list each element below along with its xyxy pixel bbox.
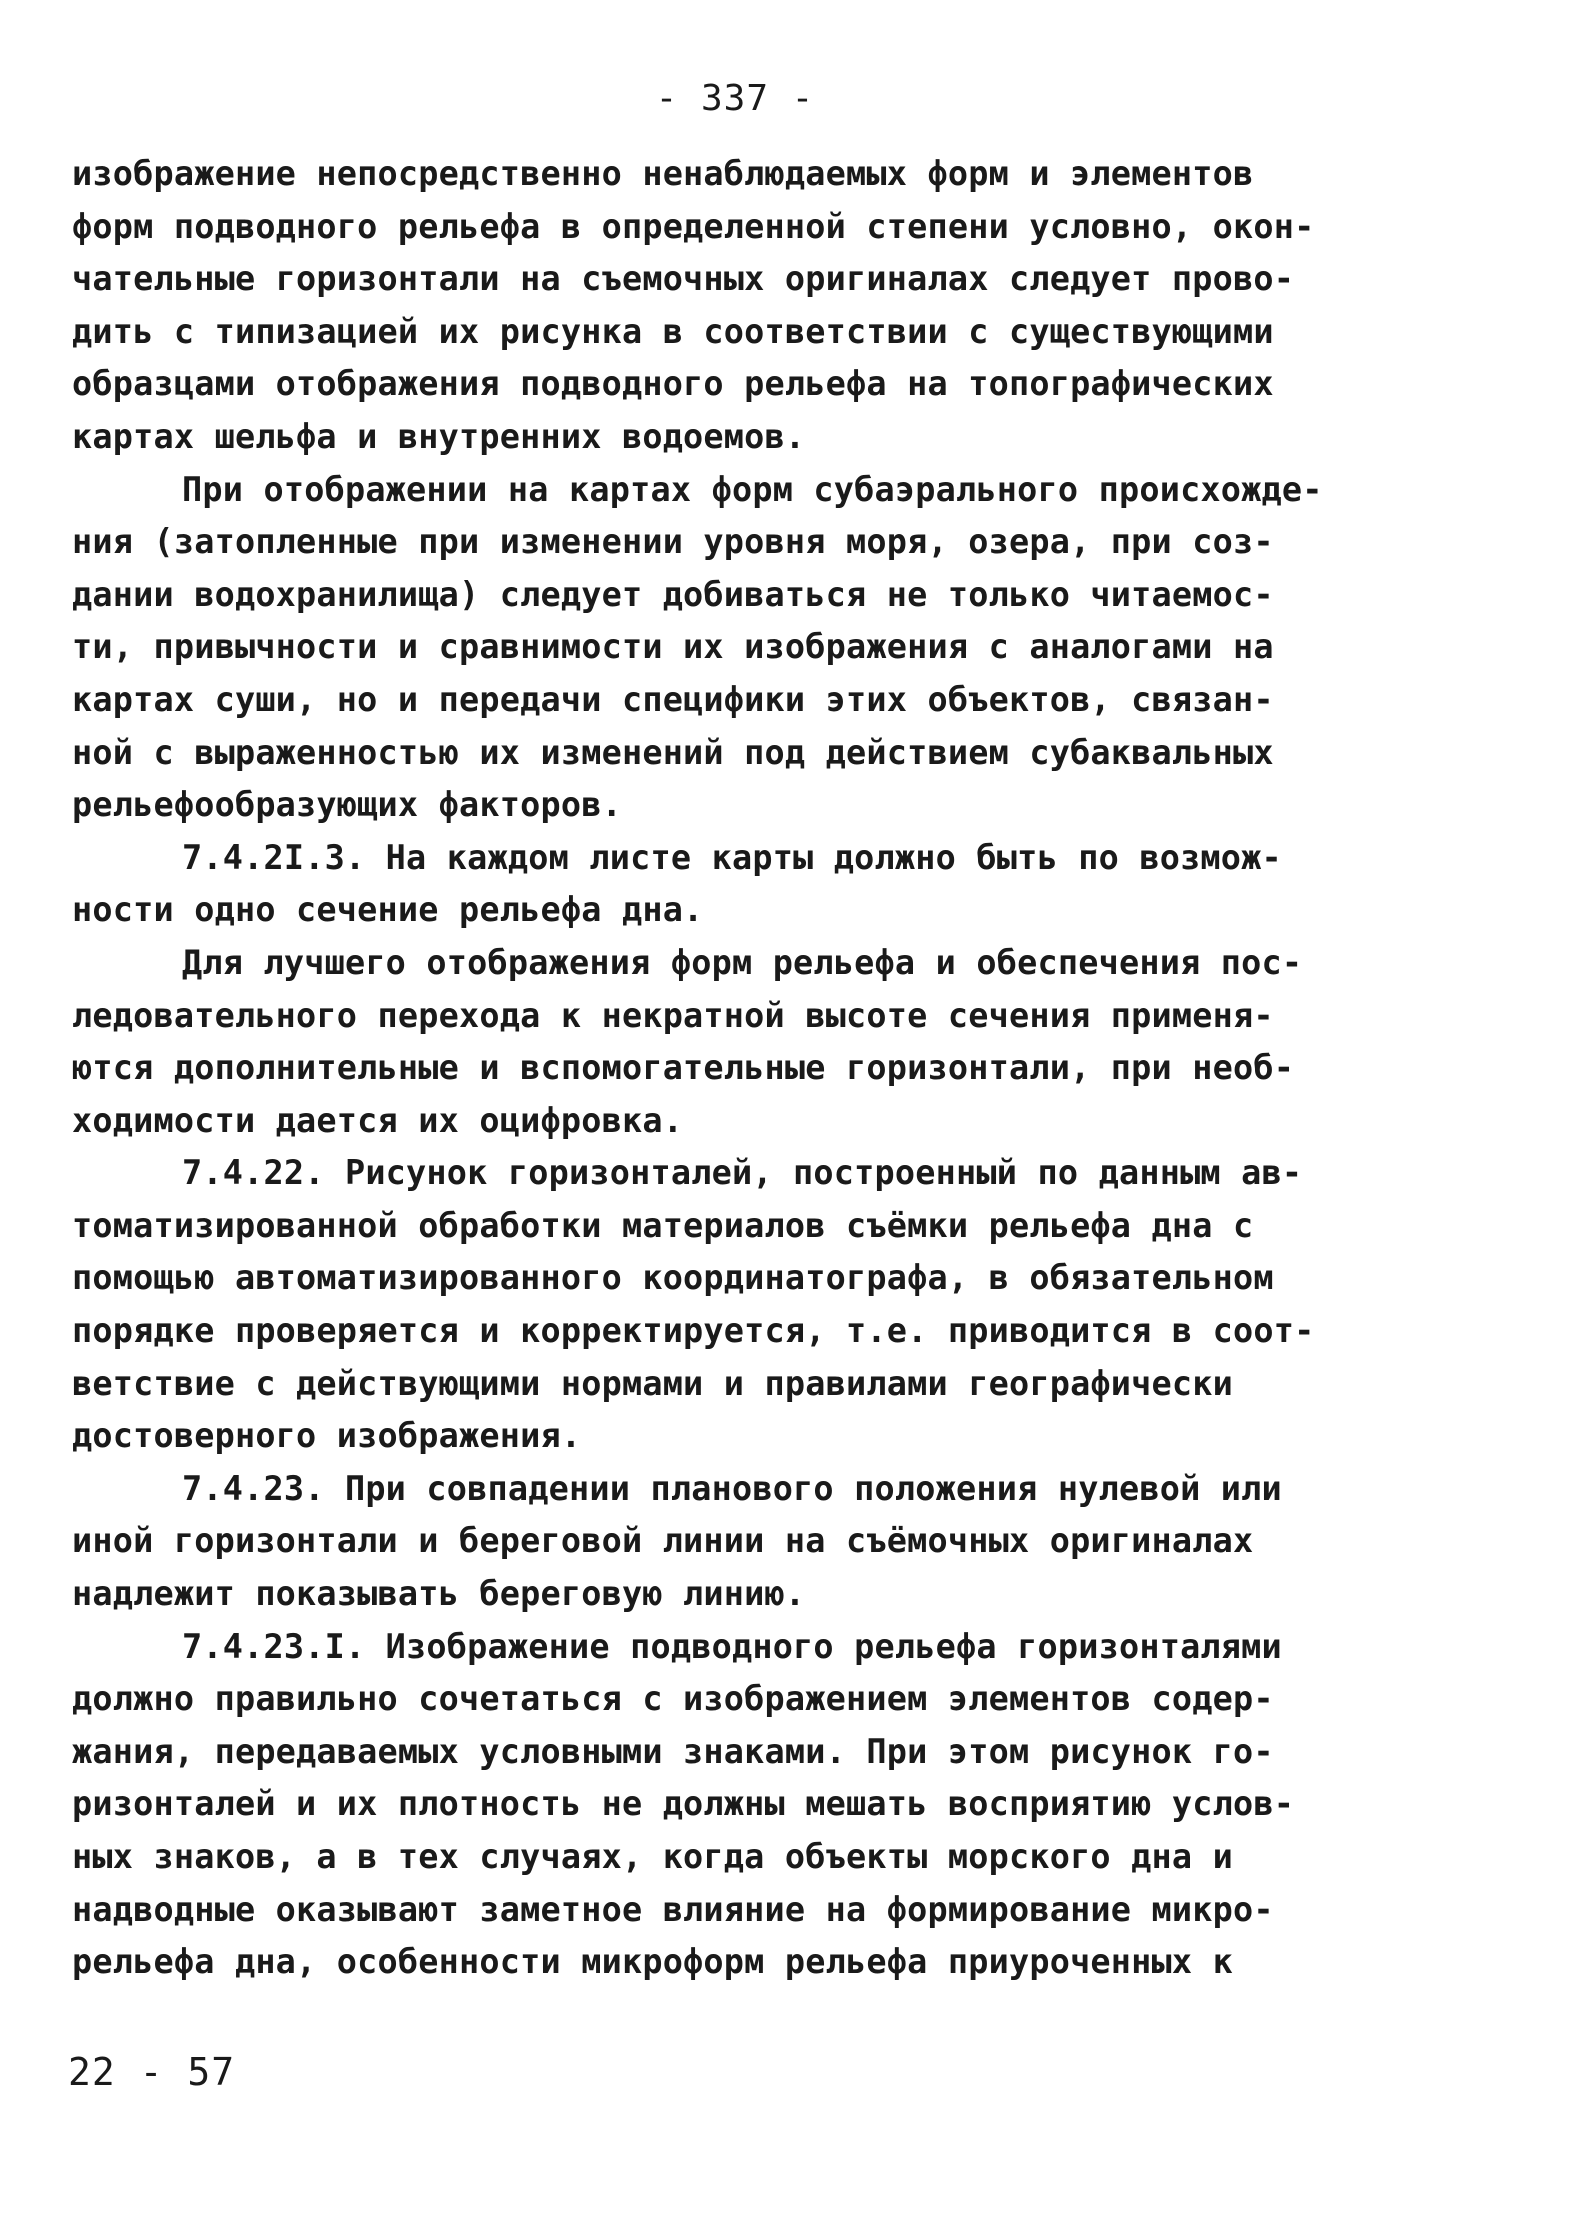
section-heading-line: 7.4.22. Рисунок горизонталей, построенный по данным ав- xyxy=(182,1153,1303,1193)
text-line: ной с выраженностью их изменений под действием субаквальных xyxy=(72,732,1274,772)
paragraph-start-line: Для лучшего отображения форм рельефа и обеспечения пос- xyxy=(182,942,1303,982)
text-line: достоверного изображения. xyxy=(72,1416,582,1456)
paragraph-start-line: При отображении на картах форм субаэрального происхожде- xyxy=(182,469,1323,509)
sheet-signature: 22 - 57 xyxy=(68,2050,236,2094)
text-line: ности одно сечение рельефа дна. xyxy=(72,890,704,930)
text-line: жания, передаваемых условными знаками. При этом рисунок го- xyxy=(72,1731,1274,1771)
text-line: рельефа дна, особенности микроформ рельефа приуроченных к xyxy=(72,1942,1234,1982)
page-number: - 337 - xyxy=(655,78,815,119)
text-line: ходимости дается их оцифровка. xyxy=(72,1100,684,1140)
text-line: ледовательного перехода к некратной высоте сечения применя- xyxy=(72,995,1274,1035)
text-line: изображение непосредственно ненаблюдаемых форм и элементов xyxy=(72,154,1254,193)
text-line: ризонталей и их плотность не должны мешать восприятию услов- xyxy=(72,1784,1295,1824)
text-line: ния (затопленные при изменении уровня моря, озера, при соз- xyxy=(72,522,1274,562)
text-line: дании водохранилища) следует добиваться не только читаемос- xyxy=(72,574,1274,614)
text-line: образцами отображения подводного рельефа на топографических xyxy=(72,364,1274,404)
text-line: помощью автоматизированного координатографа, в обязательном xyxy=(72,1258,1274,1298)
text-line: ются дополнительные и вспомогательные горизонтали, при необ- xyxy=(72,1048,1295,1088)
text-line: надлежит показывать береговую линию. xyxy=(72,1574,806,1614)
text-line: картах суши, но и передачи специфики этих объектов, связан- xyxy=(72,679,1274,719)
text-line: должно правильно сочетаться с изображением элементов содер- xyxy=(72,1679,1274,1719)
body-text xyxy=(72,148,1392,1989)
text-line: дить с типизацией их рисунка в соответствии с существующими xyxy=(72,311,1274,351)
text-line: томатизированной обработки материалов съёмки рельефа дна с xyxy=(72,1205,1254,1245)
text-line: чательные горизонтали на съемочных оригиналах следует прово- xyxy=(72,259,1295,299)
text-line: надводные оказывают заметное влияние на формирование микро- xyxy=(72,1889,1274,1929)
text-line: ных знаков, а в тех случаях, когда объекты морского дна и xyxy=(72,1837,1234,1876)
text-line: рельефообразующих факторов. xyxy=(72,785,622,825)
text-line: иной горизонтали и береговой линии на съёмочных оригиналах xyxy=(72,1521,1254,1561)
text-line: ти, привычности и сравнимости их изображения с аналогами на xyxy=(72,627,1274,667)
text-line: порядке проверяется и корректируется, т.е. приводится в соот- xyxy=(72,1311,1315,1351)
section-heading-line: 7.4.23.I. Изображение подводного рельефа горизонталями xyxy=(182,1626,1282,1666)
text-line: ветствие с действующими нормами и правилами географически xyxy=(72,1363,1234,1403)
text-line: картах шельфа и внутренних водоемов. xyxy=(72,416,806,456)
section-heading-line: 7.4.23. При совпадении планового положения нулевой или xyxy=(182,1468,1282,1508)
section-heading-line: 7.4.2I.3. На каждом листе карты должно быть по возмож- xyxy=(182,837,1282,877)
text-line: форм подводного рельефа в определенной степени условно, окон- xyxy=(72,206,1315,246)
